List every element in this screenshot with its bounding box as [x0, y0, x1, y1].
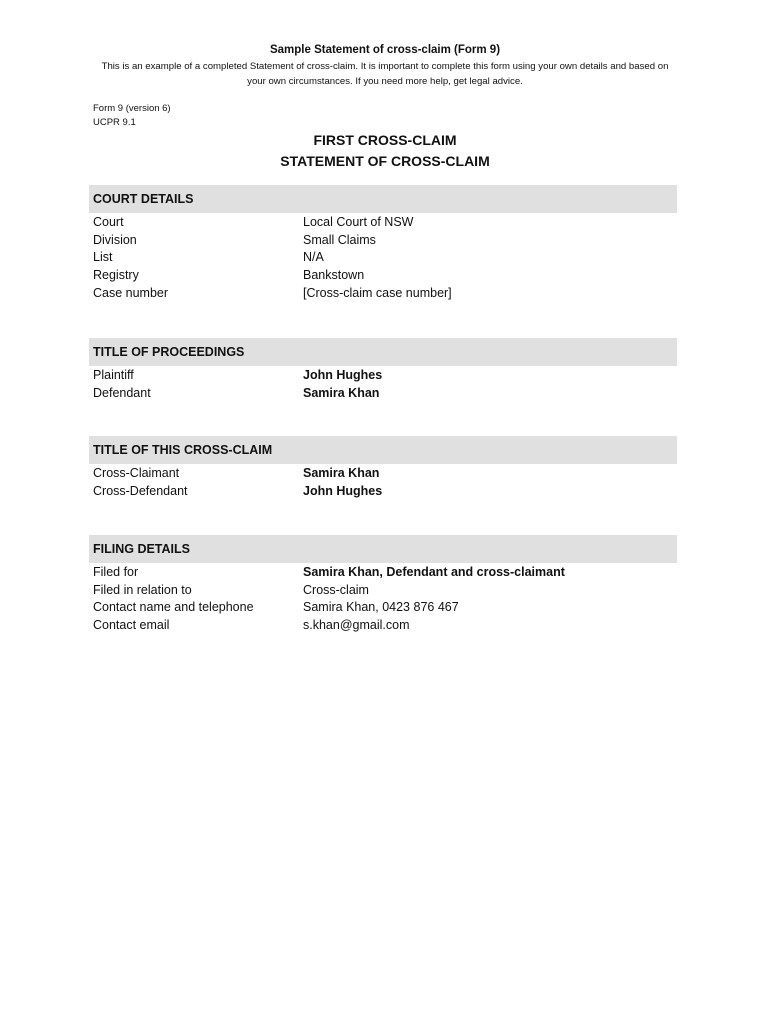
list-row — [89, 249, 677, 267]
contact-email-row — [89, 617, 677, 635]
filing-details-section — [89, 535, 677, 635]
row-value: Local Court of NSW — [303, 215, 414, 229]
row-label: Case number — [93, 285, 169, 300]
case-number-row — [89, 285, 677, 303]
section-heading: COURT DETAILS — [89, 185, 677, 213]
row-value: Samira Khan — [303, 385, 380, 400]
row-value: Small Claims — [303, 232, 376, 247]
row-value: Samira Khan, Defendant and cross-claimant — [303, 565, 565, 579]
filed-for-row — [89, 564, 677, 582]
row-value: John Hughes — [303, 368, 383, 382]
row-label: Filed in relation to — [93, 582, 192, 597]
row-label: Filed for — [93, 565, 139, 579]
row-value: Bankstown — [303, 268, 365, 283]
row-value: Cross-claim — [303, 582, 369, 597]
row-value: s.khan@gmail.com — [303, 618, 410, 633]
row-value: John Hughes — [303, 483, 383, 498]
division-row — [89, 232, 677, 250]
title-of-proceedings-section — [89, 338, 677, 402]
row-label: Defendant — [93, 385, 151, 400]
court-details-section — [89, 185, 677, 302]
row-label: Cross-Defendant — [93, 483, 188, 498]
row-label: List — [93, 250, 113, 265]
row-label: Registry — [93, 268, 139, 283]
filed-in-relation-row — [89, 582, 677, 600]
row-label: Cross-Claimant — [93, 466, 180, 480]
defendant-row — [89, 385, 677, 403]
cross-defendant-row — [89, 483, 677, 501]
row-label: Contact email — [93, 618, 170, 633]
section-heading: TITLE OF THIS CROSS-CLAIM — [89, 436, 677, 464]
row-value: Samira Khan, 0423 876 467 — [303, 600, 459, 615]
court-row — [89, 214, 677, 232]
row-label: Plaintiff — [93, 368, 134, 382]
form-version: Form 9 (version 6) — [93, 103, 171, 114]
document-title-line1: FIRST CROSS-CLAIM — [313, 132, 457, 148]
row-value: N/A — [303, 250, 324, 265]
plaintiff-row — [89, 367, 677, 385]
row-value: Samira Khan — [303, 466, 380, 480]
sample-title: Sample Statement of cross-claim (Form 9) — [269, 44, 501, 56]
form-meta — [93, 102, 171, 130]
document-title-line2: STATEMENT OF CROSS-CLAIM — [280, 153, 490, 169]
registry-row — [89, 267, 677, 285]
row-label: Division — [93, 232, 137, 247]
row-label: Court — [93, 215, 124, 229]
sample-description: This is an example of a completed Statement of cross-claim. It is important to complete this form using your own details and based on your own circumstances. If you need more help, get legal advice. — [101, 61, 669, 87]
title-of-cross-claim-section — [89, 436, 677, 500]
contact-name-row — [89, 599, 677, 617]
section-heading: FILING DETAILS — [89, 535, 677, 563]
row-label: Contact name and telephone — [93, 600, 254, 615]
cross-claimant-row — [89, 465, 677, 483]
section-heading: TITLE OF PROCEEDINGS — [89, 338, 677, 366]
form-rule: UCPR 9.1 — [93, 117, 136, 128]
row-value: [Cross-claim case number] — [303, 285, 452, 300]
